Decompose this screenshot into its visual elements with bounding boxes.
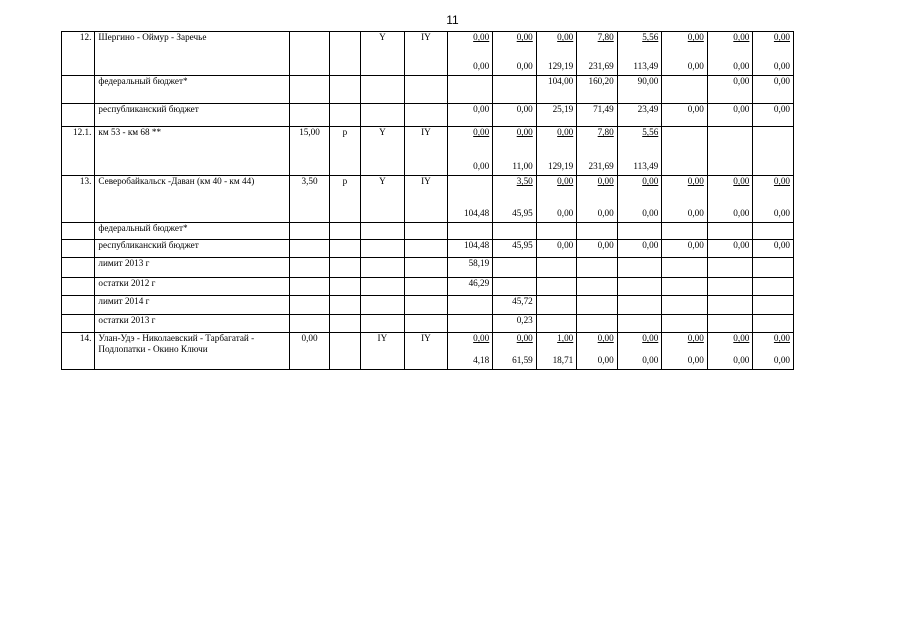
length-cell xyxy=(289,104,329,127)
planned-value: 0,00 xyxy=(516,333,533,343)
value-cell xyxy=(493,76,537,104)
value-cell xyxy=(662,32,708,76)
type-cell: р xyxy=(330,127,360,176)
row-number xyxy=(62,104,95,127)
value-cell: 0,00 xyxy=(447,104,493,127)
value-cell xyxy=(577,296,617,315)
table-row xyxy=(62,240,794,258)
value-cell: 0,00 xyxy=(662,104,708,127)
value-cell xyxy=(577,315,617,333)
planned-value: 0,00 xyxy=(733,333,750,343)
funding-value: 231,69 xyxy=(588,61,614,71)
value-cell: 0,00 xyxy=(662,240,708,258)
road-name: федеральный бюджет* xyxy=(95,76,289,104)
type-cell xyxy=(330,296,360,315)
value-cell xyxy=(662,315,708,333)
length-cell xyxy=(289,315,329,333)
funding-value: 113,49 xyxy=(633,61,659,71)
value-cell: 0,00 xyxy=(617,240,662,258)
value-cell xyxy=(662,333,708,370)
value-cell xyxy=(753,127,794,176)
category-cell xyxy=(360,315,405,333)
funding-value: 0,00 xyxy=(733,208,750,218)
planned-value: 0,00 xyxy=(473,333,490,343)
planned-value: 0,00 xyxy=(557,32,574,42)
funding-value: 129,19 xyxy=(547,61,574,71)
type-cell xyxy=(330,104,360,127)
value-cell xyxy=(707,176,753,223)
row-number: 13. xyxy=(62,176,95,223)
length-cell xyxy=(289,258,329,278)
value-cell xyxy=(577,127,617,176)
funding-value: 0,00 xyxy=(773,61,790,71)
value-cell: 0,00 xyxy=(707,240,753,258)
category-cell xyxy=(360,258,405,278)
category-cell-2: IY xyxy=(405,176,448,223)
length-cell: 15,00 xyxy=(289,127,329,176)
value-cell xyxy=(447,223,493,240)
planned-value: 5,56 xyxy=(642,32,659,42)
category-cell-2 xyxy=(405,76,448,104)
value-cell xyxy=(707,127,753,176)
row-number: 14. xyxy=(62,333,95,370)
value-cell xyxy=(577,278,617,296)
planned-value: 0,00 xyxy=(473,32,490,42)
value-cell xyxy=(577,176,617,223)
value-cell xyxy=(447,315,493,333)
length-cell xyxy=(289,32,329,76)
value-cell: 45,95 xyxy=(493,240,537,258)
value-cell xyxy=(447,32,493,76)
value-cell: 0,00 xyxy=(753,104,794,127)
row-number xyxy=(62,76,95,104)
value-cell: 71,49 xyxy=(577,104,617,127)
value-cell xyxy=(536,176,576,223)
length-cell: 3,50 xyxy=(289,176,329,223)
category-cell: Y xyxy=(360,176,405,223)
funding-value: 0,00 xyxy=(473,61,490,71)
planned-value: 0,00 xyxy=(733,176,750,186)
length-cell xyxy=(289,296,329,315)
funding-value: 0,00 xyxy=(687,355,704,365)
table-row xyxy=(62,127,794,176)
type-cell xyxy=(330,32,360,76)
category-cell-2 xyxy=(405,240,448,258)
value-cell: 25,19 xyxy=(536,104,576,127)
value-cell xyxy=(662,258,708,278)
type-cell xyxy=(330,315,360,333)
value-cell xyxy=(536,223,576,240)
value-cell xyxy=(577,32,617,76)
table-row xyxy=(62,76,794,104)
planned-value: 0,00 xyxy=(773,32,790,42)
table-row xyxy=(62,315,794,333)
value-cell xyxy=(753,32,794,76)
value-cell: 160,20 xyxy=(577,76,617,104)
value-cell xyxy=(753,176,794,223)
funding-value: 104,48 xyxy=(463,208,490,218)
funding-value: 0,00 xyxy=(597,208,614,218)
road-name: лимит 2013 г xyxy=(95,258,289,278)
planned-value: 0,00 xyxy=(597,176,614,186)
funding-value: 4,18 xyxy=(473,355,490,365)
value-cell xyxy=(493,176,537,223)
planned-value: 0,00 xyxy=(557,176,574,186)
funding-value: 0,00 xyxy=(473,161,490,171)
planned-value: 0,00 xyxy=(473,127,490,137)
funding-value: 0,00 xyxy=(516,61,533,71)
value-cell xyxy=(617,278,662,296)
value-cell: 104,48 xyxy=(447,240,493,258)
category-cell xyxy=(360,240,405,258)
value-cell xyxy=(707,258,753,278)
table-row xyxy=(62,104,794,127)
value-cell: 0,00 xyxy=(707,104,753,127)
value-cell xyxy=(536,278,576,296)
funding-value: 11,00 xyxy=(512,161,533,171)
value-cell xyxy=(617,333,662,370)
value-cell: 46,29 xyxy=(447,278,493,296)
value-cell xyxy=(617,223,662,240)
row-number xyxy=(62,240,95,258)
value-cell xyxy=(536,258,576,278)
value-cell xyxy=(617,32,662,76)
type-cell xyxy=(330,258,360,278)
funding-value: 0,00 xyxy=(733,355,750,365)
value-cell: 58,19 xyxy=(447,258,493,278)
category-cell-2 xyxy=(405,278,448,296)
planned-value: 0,00 xyxy=(687,176,704,186)
funding-value: 0,00 xyxy=(597,355,614,365)
value-cell xyxy=(617,127,662,176)
planned-value: 1,00 xyxy=(557,333,574,343)
funding-value: 0,00 xyxy=(642,208,659,218)
category-cell xyxy=(360,296,405,315)
value-cell xyxy=(617,258,662,278)
value-cell xyxy=(536,296,576,315)
row-number: 12. xyxy=(62,32,95,76)
value-cell xyxy=(662,127,708,176)
category-cell-2: IY xyxy=(405,32,448,76)
funding-value: 113,49 xyxy=(633,161,659,171)
value-cell xyxy=(493,32,537,76)
value-cell xyxy=(577,333,617,370)
row-number xyxy=(62,258,95,278)
value-cell: 0,00 xyxy=(753,240,794,258)
table-row xyxy=(62,223,794,240)
category-cell-2: IY xyxy=(405,127,448,176)
funding-value: 61,59 xyxy=(512,355,533,365)
funding-value: 45,95 xyxy=(512,208,533,218)
road-name: остатки 2013 г xyxy=(95,315,289,333)
value-cell xyxy=(493,223,537,240)
table-row xyxy=(62,32,794,76)
funding-value: 18,71 xyxy=(552,355,574,365)
road-name: Шергино - Оймур - Заречье xyxy=(95,32,289,76)
value-cell xyxy=(753,223,794,240)
length-cell xyxy=(289,278,329,296)
value-cell xyxy=(577,223,617,240)
value-cell xyxy=(753,333,794,370)
funding-value: 0,00 xyxy=(557,208,574,218)
category-cell: IY xyxy=(360,333,405,370)
table-row xyxy=(62,278,794,296)
table-row xyxy=(62,176,794,223)
category-cell-2 xyxy=(405,223,448,240)
road-name: республиканский бюджет xyxy=(95,104,289,127)
funding-value: 0,00 xyxy=(773,208,790,218)
row-number xyxy=(62,278,95,296)
planned-value: 0,00 xyxy=(773,176,790,186)
value-cell xyxy=(662,76,708,104)
value-cell: 0,00 xyxy=(536,240,576,258)
length-cell xyxy=(289,76,329,104)
length-cell xyxy=(289,240,329,258)
type-cell xyxy=(330,278,360,296)
value-cell xyxy=(617,296,662,315)
value-cell xyxy=(753,258,794,278)
planned-value: 0,00 xyxy=(516,32,533,42)
road-name: Северобайкальск -Даван (км 40 - км 44) xyxy=(95,176,289,223)
funding-value: 129,19 xyxy=(547,161,574,171)
table-row xyxy=(62,333,794,370)
category-cell: Y xyxy=(360,127,405,176)
planned-value: 7,80 xyxy=(597,127,614,137)
value-cell xyxy=(662,176,708,223)
row-number xyxy=(62,296,95,315)
value-cell: 0,00 xyxy=(577,240,617,258)
value-cell xyxy=(662,278,708,296)
value-cell xyxy=(617,176,662,223)
planned-value: 0,00 xyxy=(557,127,574,137)
value-cell xyxy=(707,223,753,240)
road-name: остатки 2012 г xyxy=(95,278,289,296)
funding-value: 0,00 xyxy=(687,61,704,71)
planned-value: 0,00 xyxy=(687,32,704,42)
table-row xyxy=(62,258,794,278)
planned-value: 3,50 xyxy=(516,176,533,186)
value-cell xyxy=(493,127,537,176)
category-cell xyxy=(360,76,405,104)
category-cell-2 xyxy=(405,258,448,278)
value-cell: 0,00 xyxy=(493,104,537,127)
category-cell: Y xyxy=(360,32,405,76)
value-cell xyxy=(753,315,794,333)
planned-value: 7,80 xyxy=(597,32,614,42)
value-cell xyxy=(707,278,753,296)
value-cell xyxy=(753,296,794,315)
value-cell xyxy=(707,32,753,76)
row-number xyxy=(62,223,95,240)
value-cell xyxy=(707,315,753,333)
road-name: лимит 2014 г xyxy=(95,296,289,315)
value-cell: 0,23 xyxy=(493,315,537,333)
type-cell xyxy=(330,223,360,240)
row-number: 12.1. xyxy=(62,127,95,176)
road-name: Улан-Удэ - Николаевский - Тарбагатай - Подлопатки - Окино Ключи xyxy=(95,333,289,370)
value-cell xyxy=(662,296,708,315)
planned-value: 0,00 xyxy=(516,127,533,137)
type-cell xyxy=(330,76,360,104)
planned-value: 0,00 xyxy=(687,333,704,343)
value-cell xyxy=(662,223,708,240)
category-cell-2 xyxy=(405,104,448,127)
planned-value: 5,56 xyxy=(642,127,659,137)
type-cell xyxy=(330,333,360,370)
planned-value: 0,00 xyxy=(642,176,659,186)
road-name: республиканский бюджет xyxy=(95,240,289,258)
table-row xyxy=(62,296,794,315)
value-cell xyxy=(536,315,576,333)
funding-value: 0,00 xyxy=(773,355,790,365)
road-funding-table xyxy=(61,31,794,370)
value-cell xyxy=(447,296,493,315)
value-cell xyxy=(493,333,537,370)
road-name: км 53 - км 68 ** xyxy=(95,127,289,176)
category-cell xyxy=(360,223,405,240)
value-cell xyxy=(493,278,537,296)
category-cell xyxy=(360,278,405,296)
funding-value: 0,00 xyxy=(687,208,704,218)
value-cell: 0,00 xyxy=(753,76,794,104)
value-cell xyxy=(577,258,617,278)
value-cell xyxy=(447,176,493,223)
value-cell xyxy=(536,127,576,176)
value-cell xyxy=(707,333,753,370)
category-cell-2 xyxy=(405,296,448,315)
type-cell xyxy=(330,240,360,258)
value-cell xyxy=(753,278,794,296)
value-cell xyxy=(536,32,576,76)
value-cell xyxy=(707,296,753,315)
type-cell: р xyxy=(330,176,360,223)
funding-value: 0,00 xyxy=(642,355,659,365)
page-number: 11 xyxy=(446,13,459,27)
planned-value: 0,00 xyxy=(597,333,614,343)
value-cell xyxy=(493,258,537,278)
length-cell xyxy=(289,223,329,240)
funding-value: 231,69 xyxy=(588,161,614,171)
value-cell: 45,72 xyxy=(493,296,537,315)
category-cell-2 xyxy=(405,315,448,333)
value-cell xyxy=(447,333,493,370)
planned-value: 0,00 xyxy=(773,333,790,343)
road-name: федеральный бюджет* xyxy=(95,223,289,240)
value-cell: 23,49 xyxy=(617,104,662,127)
value-cell xyxy=(617,315,662,333)
value-cell xyxy=(447,127,493,176)
planned-value: 0,00 xyxy=(642,333,659,343)
value-cell: 104,00 xyxy=(536,76,576,104)
planned-value: 0,00 xyxy=(733,32,750,42)
funding-value: 0,00 xyxy=(733,61,750,71)
row-number xyxy=(62,315,95,333)
value-cell: 90,00 xyxy=(617,76,662,104)
length-cell: 0,00 xyxy=(289,333,329,370)
value-cell: 0,00 xyxy=(707,76,753,104)
category-cell xyxy=(360,104,405,127)
value-cell xyxy=(536,333,576,370)
category-cell-2: IY xyxy=(405,333,448,370)
value-cell xyxy=(447,76,493,104)
